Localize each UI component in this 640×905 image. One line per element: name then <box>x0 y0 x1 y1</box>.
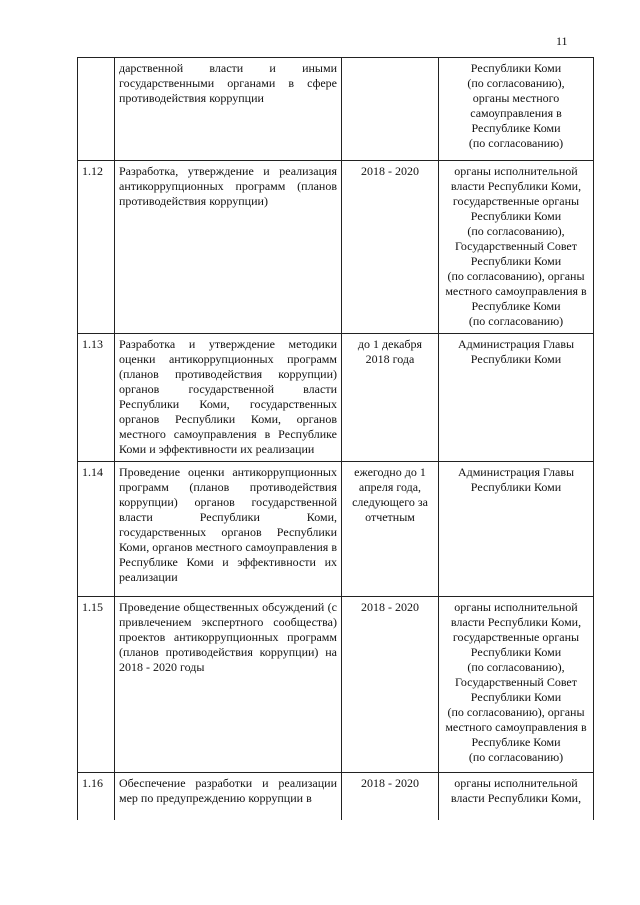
term-text <box>342 58 439 161</box>
executors-text: Администрация Главы Республики Коми <box>439 334 594 462</box>
row-number: 1.14 <box>78 462 115 597</box>
executors-text: органы исполнительной власти Республики Коми, <box>439 773 594 821</box>
measure-text: Проведение общественных обсуждений (с привлечением экспертного сообщества) проектов антикоррупционных программ (планов противодействия коррупции) на 2018 - 2020 годы <box>115 597 342 773</box>
measure-text: Разработка, утверждение и реализация антикоррупционных программ (планов противодействия коррупции) <box>115 161 342 334</box>
executors-text: Республики Коми (по согласованию), органы местного самоуправления в Республике Коми (по согласованию) <box>439 58 594 161</box>
measure-text: дарственной власти и иными государственными органами в сфере противодействия коррупции <box>115 58 342 161</box>
executors-text: органы исполнительной власти Республики Коми, государственные органы Республики Коми (по согласованию), Государственный Совет Республики Коми (по согласованию), органы местного самоуправления в Республике Коми (по согласованию) <box>439 161 594 334</box>
term-text: 2018 - 2020 <box>342 597 439 773</box>
row-number: 1.15 <box>78 597 115 773</box>
term-text: ежегодно до 1 апреля года, следующего за отчетным <box>342 462 439 597</box>
executors-text: Администрация Главы Республики Коми <box>439 462 594 597</box>
page-number: 11 <box>556 34 568 48</box>
row-number: 1.16 <box>78 773 115 821</box>
row-number: 1.13 <box>78 334 115 462</box>
row-number: 1.12 <box>78 161 115 334</box>
table-row <box>78 462 594 597</box>
measure-text: Проведение оценки антикоррупционных программ (планов противодействия коррупции) органов государственной власти Республики Коми, государственных органов Республики Коми, органов местного самоуправления в Республике Коми и эффективности их реализации <box>115 462 342 597</box>
table-row <box>78 597 594 773</box>
measures-table <box>77 57 594 820</box>
executors-text: органы исполнительной власти Республики Коми, государственные органы Республики Коми (по согласованию), Государственный Совет Республики Коми (по согласованию), органы местного самоуправления в Республике Коми (по согласованию) <box>439 597 594 773</box>
measure-text: Разработка и утверждение методики оценки антикоррупционных программ (планов противодействия коррупции) органов государственной власти Республики Коми, государственных органов Республики Коми, органов местного самоуправления в Республике Коми и эффективности их реализации <box>115 334 342 462</box>
term-text: 2018 - 2020 <box>342 773 439 821</box>
term-text: до 1 декабря 2018 года <box>342 334 439 462</box>
table-row <box>78 334 594 462</box>
table-row <box>78 161 594 334</box>
measure-text: Обеспечение разработки и реализации мер по предупреждению коррупции в <box>115 773 342 821</box>
table-row <box>78 58 594 161</box>
table-row <box>78 773 594 821</box>
term-text: 2018 - 2020 <box>342 161 439 334</box>
row-number <box>78 58 115 161</box>
